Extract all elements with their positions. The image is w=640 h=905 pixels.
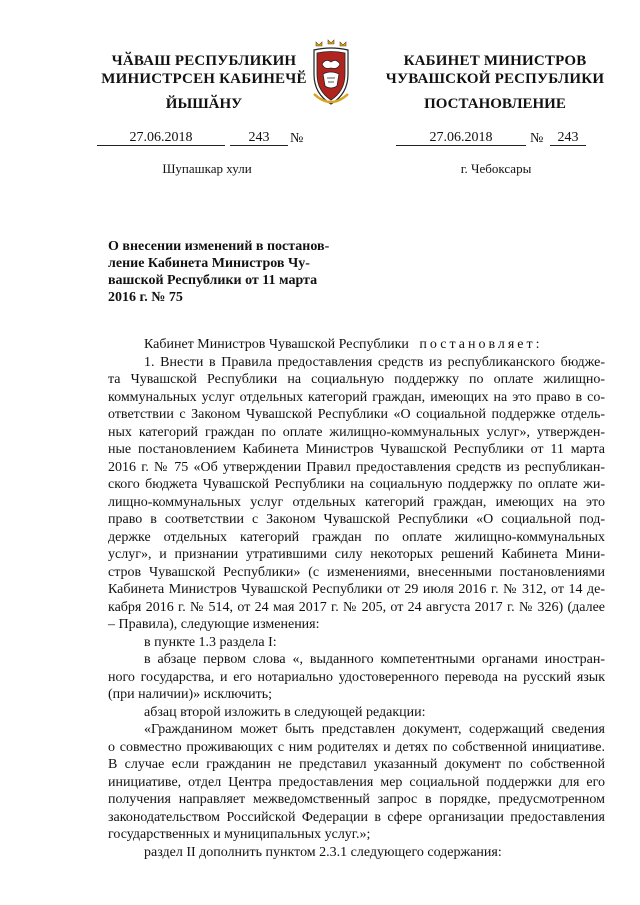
right-number-sign: № bbox=[530, 131, 544, 146]
right-number: 243 bbox=[550, 130, 586, 146]
body-line: держке отдельных категорий граждан по оплате жилищно-коммунальных bbox=[108, 529, 605, 545]
body-line: ные постановлением Кабинета Министров Чувашской Республики от 11 марта bbox=[108, 442, 605, 457]
body-line: 2016 г. № 75 «Об утверждении Правил предоставления средств из республикан- bbox=[108, 459, 605, 475]
subject-line: 2016 г. № 75 bbox=[108, 290, 183, 305]
left-date: 27.06.2018 bbox=[97, 130, 225, 146]
body-line: ного государства, и его нотариально удостоверенного перевода на русский язык bbox=[108, 669, 605, 685]
body-line: в абзаце первом слова «, выданного компетентными органами иностран- bbox=[144, 652, 605, 667]
body-line: Кабинета Министров Чувашской Республики от 29 июля 2016 г. № 312, от 14 де- bbox=[108, 582, 605, 597]
number-line-right bbox=[0, 130, 640, 146]
body-line: в пункте 1.3 раздела I: bbox=[144, 634, 277, 650]
body-line: право в соответствии с Законом Чувашской Республики «О социальной под- bbox=[108, 512, 605, 527]
body-line: раздел II дополнить пунктом 2.3.1 следующего содержания: bbox=[144, 844, 502, 860]
body-line: ответствии с Законом Чувашской Республики «О социальной поддержке отдель- bbox=[108, 407, 605, 422]
doctype-left: ЙЫШӐНУ bbox=[165, 96, 243, 112]
body-line: «Гражданином может быть представлен документ, содержащий сведения bbox=[144, 722, 605, 737]
left-number: 243 bbox=[230, 130, 288, 146]
body-line: государственных и муниципальных услуг.»; bbox=[108, 827, 371, 842]
body-line: (при наличии)» исключить; bbox=[108, 687, 272, 702]
body-line: о совместно проживающих с ним родителях и детях по собственной инициативе. bbox=[108, 739, 605, 755]
body-line: коммунальных услуг отдельных категорий граждан, имеющих на это право в со- bbox=[108, 389, 605, 405]
body-line: инициативе, отдел Центра предоставления мер социальной поддержки для его bbox=[108, 774, 605, 790]
body-line: ных категорий граждан по оплате жилищно-коммунальных услуг», утвержден- bbox=[108, 424, 605, 440]
doctype-right: ПОСТАНОВЛЕНИЕ bbox=[424, 96, 566, 112]
preamble bbox=[108, 336, 605, 354]
document-body bbox=[108, 336, 605, 861]
left-number-sign: № bbox=[290, 131, 304, 146]
header-left-line-1: ЧӐВАШ РЕСПУБЛИКИН bbox=[111, 53, 297, 69]
preamble-text: Кабинет Министров Чувашской Республики bbox=[144, 337, 409, 352]
body-line: стров Чувашской Республики» (с изменениями, внесенными постановлениями bbox=[108, 564, 605, 580]
body-line: В случае если гражданин не представил указанный документ по собственной bbox=[108, 757, 605, 772]
body-line: та Чувашской Республики на социальную поддержку по оплате жилищно- bbox=[108, 372, 605, 387]
document-subject bbox=[108, 238, 336, 306]
place-right: г. Чебоксары bbox=[460, 161, 532, 176]
header-right-line-2: ЧУВАШСКОЙ РЕСПУБЛИКИ bbox=[385, 71, 605, 87]
header-left bbox=[88, 52, 320, 88]
body-line: лищно-коммунальных услуг отдельных категорий граждан, имеющих на это bbox=[108, 494, 605, 510]
header-right bbox=[380, 52, 610, 88]
body-line: услуг», и признании утратившими силу некоторых решений Кабинета Мини- bbox=[108, 547, 605, 562]
body-line: ского бюджета Чувашской Республики на социальную поддержку по оплате жи- bbox=[108, 477, 605, 492]
body-line: кабря 2016 г. № 514, от 24 мая 2017 г. № 205, от 24 августа 2017 г. № 326) (далее bbox=[108, 599, 605, 615]
header-right-line-1: КАБИНЕТ МИНИСТРОВ bbox=[403, 53, 587, 69]
subject-line: О внесении изменений в постанов- bbox=[108, 239, 330, 254]
header-left-line-2: МИНИСТРСЕН КАБИНЕЧӖ bbox=[101, 71, 307, 87]
body-line: получения направляет межведомственный запрос в порядке, предусмотренном bbox=[108, 792, 605, 807]
subject-line: вашской Республики от 11 марта bbox=[108, 273, 318, 288]
body-line: законодательством Российской Федерации в сфере организации предоставления bbox=[108, 809, 605, 825]
right-date: 27.06.2018 bbox=[396, 130, 526, 146]
preamble-verb: постановляет: bbox=[419, 337, 543, 352]
body-line: абзац второй изложить в следующей редакции: bbox=[144, 704, 426, 720]
subject-line: ление Кабинета Министров Чу- bbox=[108, 256, 310, 271]
body-line: – Правила), следующие изменения: bbox=[108, 617, 320, 632]
emblem-icon bbox=[308, 38, 354, 110]
body-line: 1. Внести в Правила предоставления средств из республиканского бюдже- bbox=[144, 354, 605, 370]
place-left: Шупашкар хули bbox=[162, 161, 252, 176]
